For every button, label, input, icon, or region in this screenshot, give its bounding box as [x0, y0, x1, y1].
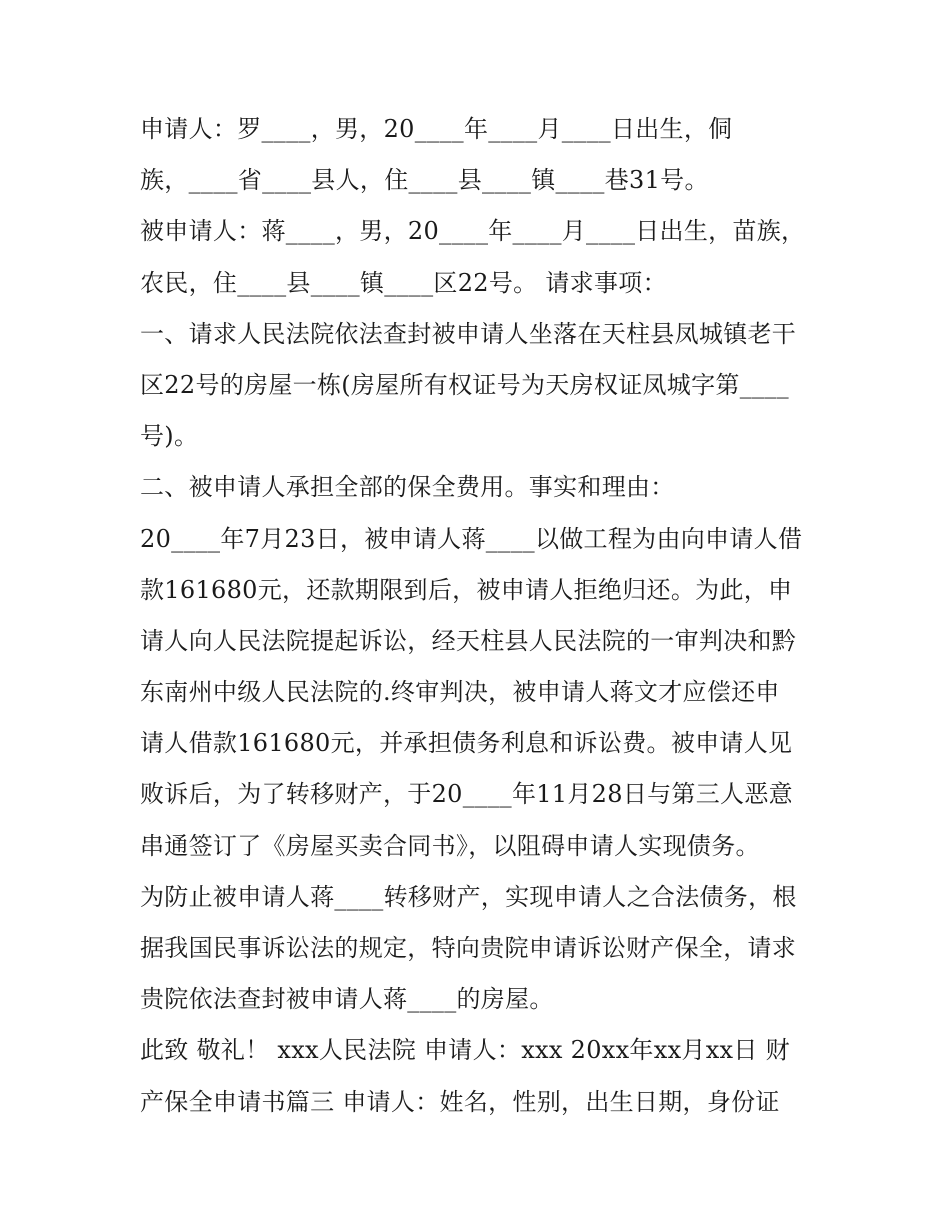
text-line-reason-3: 贵院依法查封被申请人蒋____的房屋。 — [140, 985, 554, 1014]
text-line-facts-4: 东南州中级人民法院的.终审判决，被申请人蒋文才应偿还申 — [140, 678, 780, 707]
text-line-next-section: 产保全申请书篇三 申请人：姓名，性别，出生日期，身份证 — [140, 1087, 780, 1116]
text-line-request-1: 一、请求人民法院依法查封被申请人坐落在天柱县凤城镇老干 — [140, 319, 797, 348]
text-line-facts-6: 败诉后，为了转移财产，于20____年11月28日与第三人恶意 — [140, 780, 793, 809]
text-line-applicant-address: 族，____省____县人，住____县____镇____巷31号。 — [140, 166, 709, 195]
text-line-facts-1: 20____年7月23日，被申请人蒋____以做工程为由向申请人借 — [140, 524, 803, 553]
body-text — [140, 104, 820, 1128]
text-line-applicant: 申请人：罗____，男，20____年____月____日出生，侗 — [140, 115, 733, 143]
text-line-request-1-end: 号)。 — [140, 422, 199, 451]
text-line-respondent-address: 农民，住____县____镇____区22号。 请求事项： — [140, 268, 667, 297]
text-line-facts-3: 请人向人民法院提起诉讼，经天柱县人民法院的一审判决和黔 — [140, 626, 797, 655]
text-line-facts-5: 请人借款161680元，并承担债务利息和诉讼费。被申请人见 — [140, 729, 793, 758]
text-line-respondent: 被申请人：蒋____，男，20____年____月____日出生，苗族， — [140, 217, 806, 246]
text-line-reason-1: 为防止被申请人蒋____转移财产，实现申请人之合法债务，根 — [140, 882, 797, 911]
text-line-reason-2: 据我国民事诉讼法的规定，特向贵院申请诉讼财产保全，请求 — [140, 934, 797, 962]
text-line-request-2: 二、被申请人承担全部的保全费用。事实和理由： — [140, 473, 675, 502]
text-line-closing: 此致 敬礼！ xxx人民法院 申请人：xxx 20xx年xx月xx日 财 — [140, 1036, 790, 1065]
text-line-facts-2: 款161680元，还款期限到后，被申请人拒绝归还。为此，申 — [140, 575, 793, 604]
text-line-facts-7: 串通签订了《房屋买卖合同书》，以阻碍申请人实现债务。 — [140, 831, 760, 860]
text-line-request-1-cont: 区22号的房屋一栋(房屋所有权证号为天房权证凤城字第____ — [140, 370, 789, 399]
